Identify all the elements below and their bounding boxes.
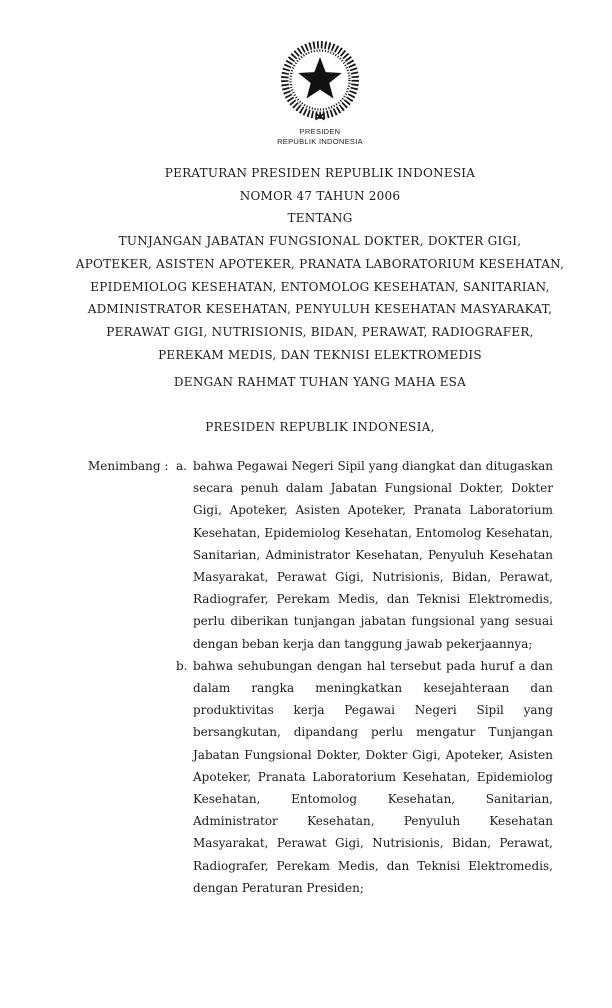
item-text-a: bahwa Pegawai Negeri Sipil yang diangkat dan ditugaskan secara penuh dalam Jabatan Fungsional Dokter, Dokter Gigi, Apoteker, Asisten Apoteker, Pranata Laboratorium Kesehatan, Epidemiolog Kesehatan, Entomolog Kesehatan, Sanitarian, Administrator Kesehatan, Penyuluh Kesehatan Masyarakat, Perawat Gigi, Nutrisionis, Bidan, Perawat, Radiografer, Perekam Medis, dan Teknisi Elektromedis, perlu diberikan tunjangan jabatan fungsional yang sesuai dengan beban kerja dan tanggung jawab pekerjaannya; [193, 459, 553, 651]
item-text-b: bahwa sehubungan dengan hal tersebut pada huruf a dan dalam rangka meningkatkan kesejahteraan dan produktivitas kerja Pegawai Negeri Sipil yang bersangkutan, dipandang perlu mengatur Tunjangan Jabatan Fungsional Dokter, Dokter Gigi, Apoteker, Asisten Apoteker, Pranata Laboratorium Kesehatan, Epidemiolog Kesehatan, Entomolog Kesehatan, Sanitarian, Administrator Kesehatan, Penyuluh Kesehatan Masyarakat, Perawat Gigi, Nutrisionis, Bidan, Perawat, Radiografer, Perekam Medis, dan Teknisi Elektromedis, dengan Peraturan Presiden; [193, 658, 553, 895]
considering-label: Menimbang : [88, 459, 169, 473]
title-line-subject-4: ADMINISTRATOR KESEHATAN, PENYULUH KESEHATAN MASYARAKAT, [87, 302, 553, 317]
considering-item-b [176, 655, 553, 899]
title-line-subject-3: EPIDEMIOLOG KESEHATAN, ENTOMOLOG KESEHATAN, SANITARIAN, [90, 279, 550, 294]
star-wreath-icon [276, 36, 364, 124]
considering-items [176, 455, 553, 899]
item-marker-a: a. [176, 459, 187, 473]
title-line-subject-5: PERAWAT GIGI, NUTRISIONIS, BIDAN, PERAWAT, RADIOGRAFER, [106, 324, 534, 339]
considering-item-a [176, 455, 553, 655]
star-icon [298, 57, 341, 98]
seal-caption [36, 127, 604, 147]
title-line-tentang: TENTANG [287, 211, 353, 226]
item-marker-b: b. [176, 658, 188, 673]
title-line-subject-2: APOTEKER, ASISTEN APOTEKER, PRANATA LABORATORIUM KESEHATAN, [75, 256, 565, 271]
seal-caption-line2: REPUBLIK INDONESIA [277, 137, 363, 146]
presidential-seal-emblem [276, 36, 364, 124]
title-line-regulation: PERATURAN PRESIDEN REPUBLIK INDONESIA [164, 166, 476, 180]
title-line-number: NOMOR 47 TAHUN 2006 [239, 188, 401, 203]
title-line-subject-6: PEREKAM MEDIS, DAN TEKNISI ELEKTROMEDIS [158, 347, 482, 362]
issuing-authority: PRESIDEN REPUBLIK INDONESIA, [205, 420, 435, 434]
seal-caption-line1: PRESIDEN [299, 127, 341, 136]
considering-section [88, 455, 553, 899]
title-line-subject-1: TUNJANGAN JABATAN FUNGSIONAL DOKTER, DOKTER GIGI, [118, 234, 522, 249]
divine-grace-motto: DENGAN RAHMAT TUHAN YANG MAHA ESA [173, 375, 467, 389]
regulation-title [36, 162, 604, 366]
